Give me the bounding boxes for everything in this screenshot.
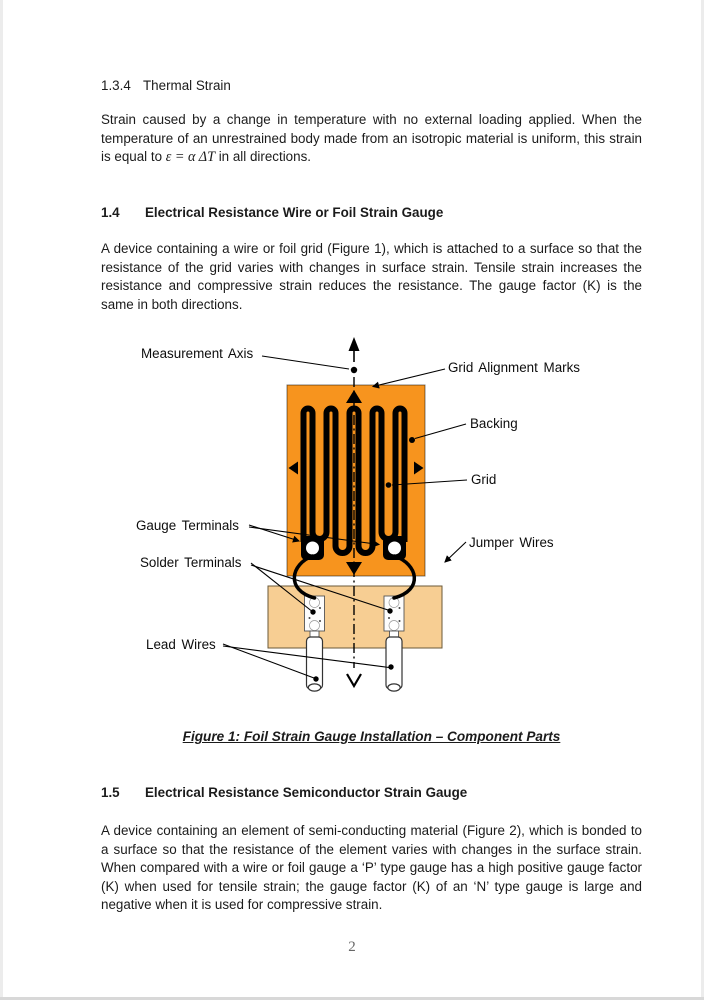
mounting-surface-rect bbox=[268, 586, 442, 648]
section-number: 1.3.4 bbox=[101, 78, 131, 93]
section-number: 1.4 bbox=[101, 205, 120, 220]
section-title: Thermal Strain bbox=[143, 78, 231, 93]
label-lead-wires: Lead Wires bbox=[146, 637, 216, 652]
strain-formula: ε = α ΔT bbox=[165, 149, 215, 166]
paragraph-text: Strain caused by a change in temperature with no external loading applied. When the temperature of an unrestrained body made from an isotropic material is uniform, this strain is equal to bbox=[101, 112, 642, 165]
label-grid-alignment-marks: Grid Alignment Marks bbox=[448, 360, 580, 375]
section-number: 1.5 bbox=[101, 785, 120, 800]
label-measurement-axis: Measurement Axis bbox=[141, 346, 254, 361]
paragraph-text: in all directions. bbox=[214, 149, 311, 165]
section-heading-1-5 bbox=[101, 784, 642, 803]
label-jumper-wires: Jumper Wires bbox=[469, 535, 554, 550]
label-backing: Backing bbox=[470, 416, 518, 431]
label-solder-terminals: Solder Terminals bbox=[140, 555, 242, 570]
section-title: Electrical Resistance Semiconductor Strain Gauge bbox=[145, 785, 468, 800]
label-gauge-terminals: Gauge Terminals bbox=[136, 518, 239, 533]
page-number: 2 bbox=[348, 939, 356, 955]
section-title: Electrical Resistance Wire or Foil Strain Gauge bbox=[145, 205, 444, 220]
figure-caption: Figure 1: Foil Strain Gauge Installation – Component Parts bbox=[182, 729, 561, 744]
paragraph-semiconductor: A device containing an element of semi-conducting material (Figure 2), which is bonded to a surface so that the resistance of the element varies with changes in the surface strain. When compared with a wire or foil gauge a ‘P’ type gauge has a high positive gauge factor (K) when used for tensile strain; the gauge factor (K) of an ‘N’ type gauge is large and negative when it is used for compressive strain. bbox=[101, 823, 642, 913]
label-grid: Grid bbox=[471, 472, 497, 487]
paragraph-wire-foil: A device containing a wire or foil grid (Figure 1), which is attached to a surface so that the resistance of the grid varies with changes in surface strain. Tensile strain increases the resistance and compressive strain reduces the resistance. The gauge factor (K) is the same in both directions. bbox=[101, 241, 642, 312]
